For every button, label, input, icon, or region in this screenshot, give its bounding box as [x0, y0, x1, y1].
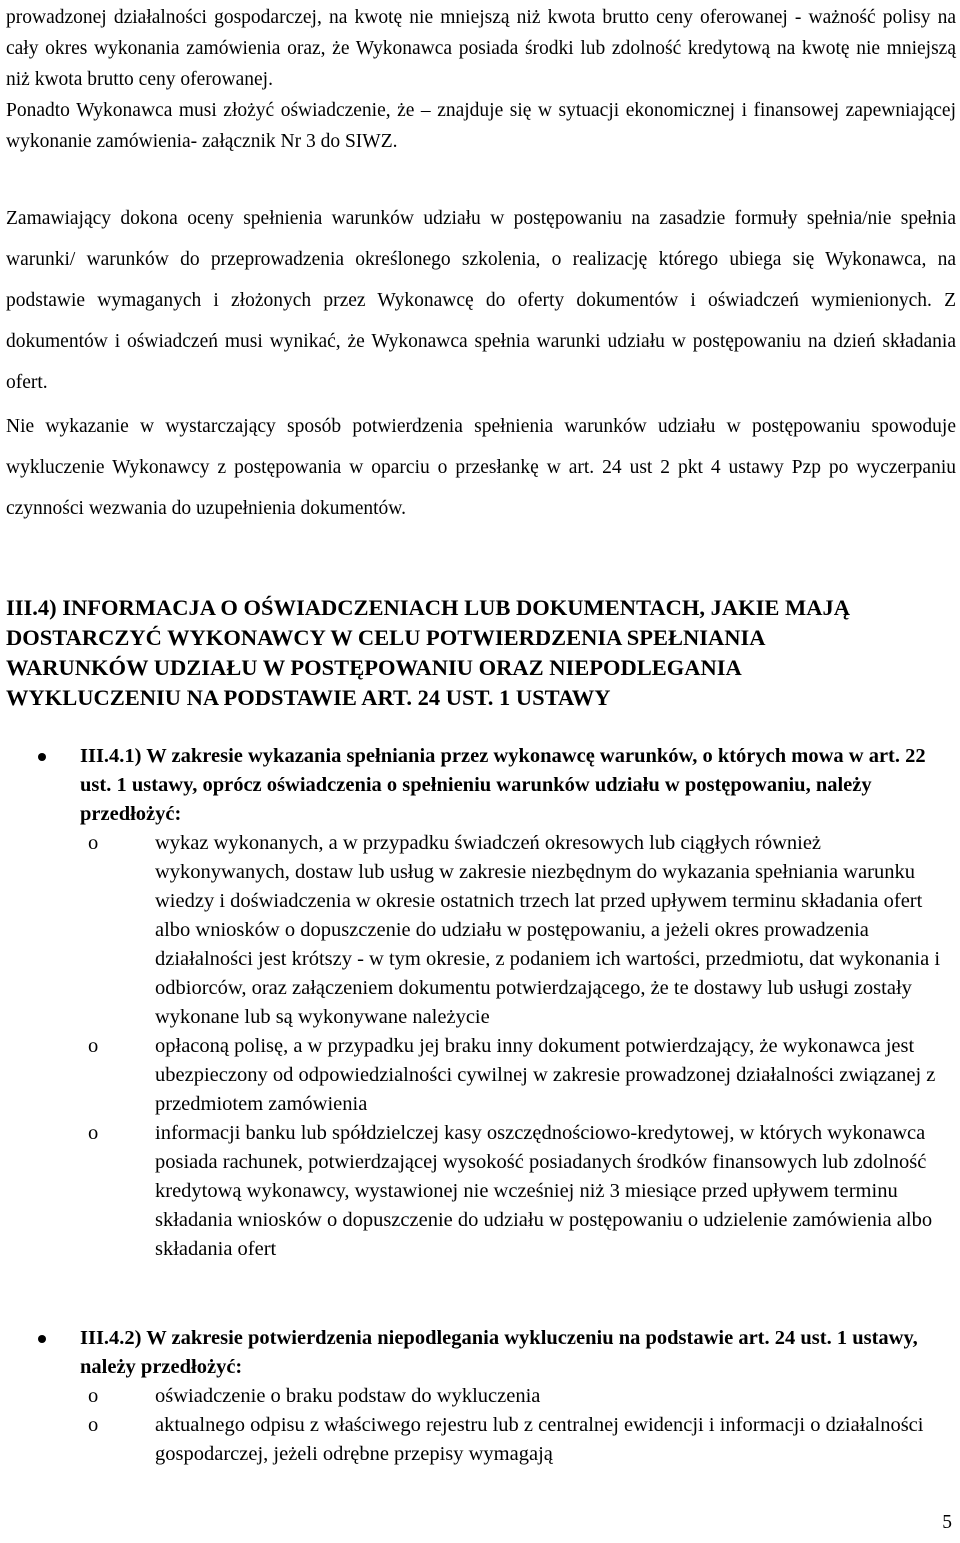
list-item [80, 1119, 958, 1264]
heading-line-4: WYKLUCZENIU NA PODSTAWIE ART. 24 UST. 1 USTAWY [6, 685, 611, 710]
evaluation-paragraph-block [6, 198, 956, 403]
section-conditions-title: III.4.1) W zakresie wykazania spełniania przez wykonawcę warunków, o których mowa w art. 22 ust. 1 ustawy, oprócz oświadczenia o spełnieniu warunków udziału w postępowaniu, należy przedłożyć: [80, 745, 926, 825]
bullet-icon [38, 1335, 46, 1343]
list-marker: o [88, 1414, 99, 1436]
section-exclusion-title: III.4.2) W zakresie potwierdzenia niepodlegania wykluczeniu na podstawie art. 24 ust. 1 ustawy, należy przedłożyć: [80, 1327, 918, 1378]
section-conditions [80, 742, 958, 1264]
list-marker: o [88, 1035, 99, 1057]
section-heading [6, 593, 958, 713]
heading-line-1: III.4) INFORMACJA O OŚWIADCZENIACH LUB DOKUMENTACH, JAKIE MAJĄ [6, 595, 851, 620]
exclusion-list [80, 1382, 958, 1469]
heading-line-3: WARUNKÓW UDZIAŁU W POSTĘPOWANIU ORAZ NIEPODLEGANIA [6, 655, 742, 680]
list-item-text: aktualnego odpisu z właściwego rejestru lub z centralnej ewidencji i informacji o działalności gospodarczej, jeżeli odrębne przepisy wymagają [155, 1414, 924, 1465]
list-item [80, 1411, 958, 1469]
list-item-text: wykaz wykonanych, a w przypadku świadczeń okresowych lub ciągłych również wykonywanych, dostaw lub usług w zakresie niezbędnym do wykazania spełniania warunku wiedzy i doświadczenia w okresie ostatnich trzech lat przed upływem terminu składania ofert albo wniosków o dopuszczenie do udziału w postępowaniu, a jeżeli okres prowadzenia działalności jest krótszy - w tym okresie, z podaniem ich wartości, przedmiotu, dat wykonania i odbiorców, oraz załączeniem dokumentu potwierdzającego, że te dostawy lub usługi zostały wykonane lub są wykonywane należycie [155, 832, 941, 1028]
intro-paragraph-declaration: Ponadto Wykonawca musi złożyć oświadczenie, że – znajduje się w sytuacji ekonomicznej i finansowej zapewniającej wykonanie zamówienia- załącznik Nr 3 do SIWZ. [6, 100, 956, 152]
list-item-text: opłaconą polisę, a w przypadku jej braku inny dokument potwierdzający, że wykonawca jest ubezpieczony od odpowiedzialności cywilnej w zakresie prowadzonej działalności związanej z przedmiotem zamówienia [155, 1035, 936, 1115]
heading-line-2: DOSTARCZYĆ WYKONAWCY W CELU POTWIERDZENIA SPEŁNIANIA [6, 625, 766, 650]
list-item [80, 829, 958, 1032]
bullet-icon [38, 753, 46, 761]
exclusion-consequence-paragraph-block [6, 406, 956, 529]
section-exclusion [80, 1324, 958, 1469]
list-marker: o [88, 1122, 99, 1144]
page-number: 5 [942, 1512, 952, 1533]
list-item-text: informacji banku lub spółdzielczej kasy oszczędnościowo-kredytowej, w których wykonawca posiada rachunek, potwierdzającej wysokość posiadanych środków finansowych lub zdolność kredytową wykonawcy, wystawionej nie wcześniej niż 3 miesiące przed upływem terminu składania wniosków o dopuszczenie do udziału w postępowaniu o udzielenie zamówienia albo składania ofert [155, 1122, 933, 1260]
intro-paragraph-financial: prowadzonej działalności gospodarczej, na kwotę nie mniejszą niż kwota brutto ceny oferowanej - ważność polisy na cały okres wykonania zamówienia oraz, że Wykonawca posiada środki lub zdolność kredytową na kwotę nie mniejszą niż kwota brutto ceny oferowanej. [6, 7, 956, 90]
list-item [80, 1032, 958, 1119]
list-item-text: oświadczenie o braku podstaw do wykluczenia [155, 1385, 541, 1407]
list-marker: o [88, 1385, 99, 1407]
conditions-list [80, 829, 958, 1264]
intro-block [6, 2, 956, 157]
list-item [80, 1382, 958, 1411]
evaluation-paragraph: Zamawiający dokona oceny spełnienia warunków udziału w postępowaniu na zasadzie formuły spełnia/nie spełnia warunki/ warunków do przeprowadzenia określonego szkolenia, o realizację którego ubiega się Wykonawca, na podstawie wymaganych i złożonych przez Wykonawcę do oferty dokumentów i oświadczeń wymienionych. Z dokumentów i oświadczeń musi wynikać, że Wykonawca spełnia warunki udziału w postępowaniu na dzień składania ofert. [6, 208, 956, 393]
list-marker: o [88, 832, 99, 854]
exclusion-consequence-paragraph: Nie wykazanie w wystarczający sposób potwierdzenia spełnienia warunków udziału w postępowaniu spowoduje wykluczenie Wykonawcy z postępowania w oparciu o przesłankę w art. 24 ust 2 pkt 4 ustawy Pzp po wyczerpaniu czynności wezwania do uzupełnienia dokumentów. [6, 416, 956, 519]
